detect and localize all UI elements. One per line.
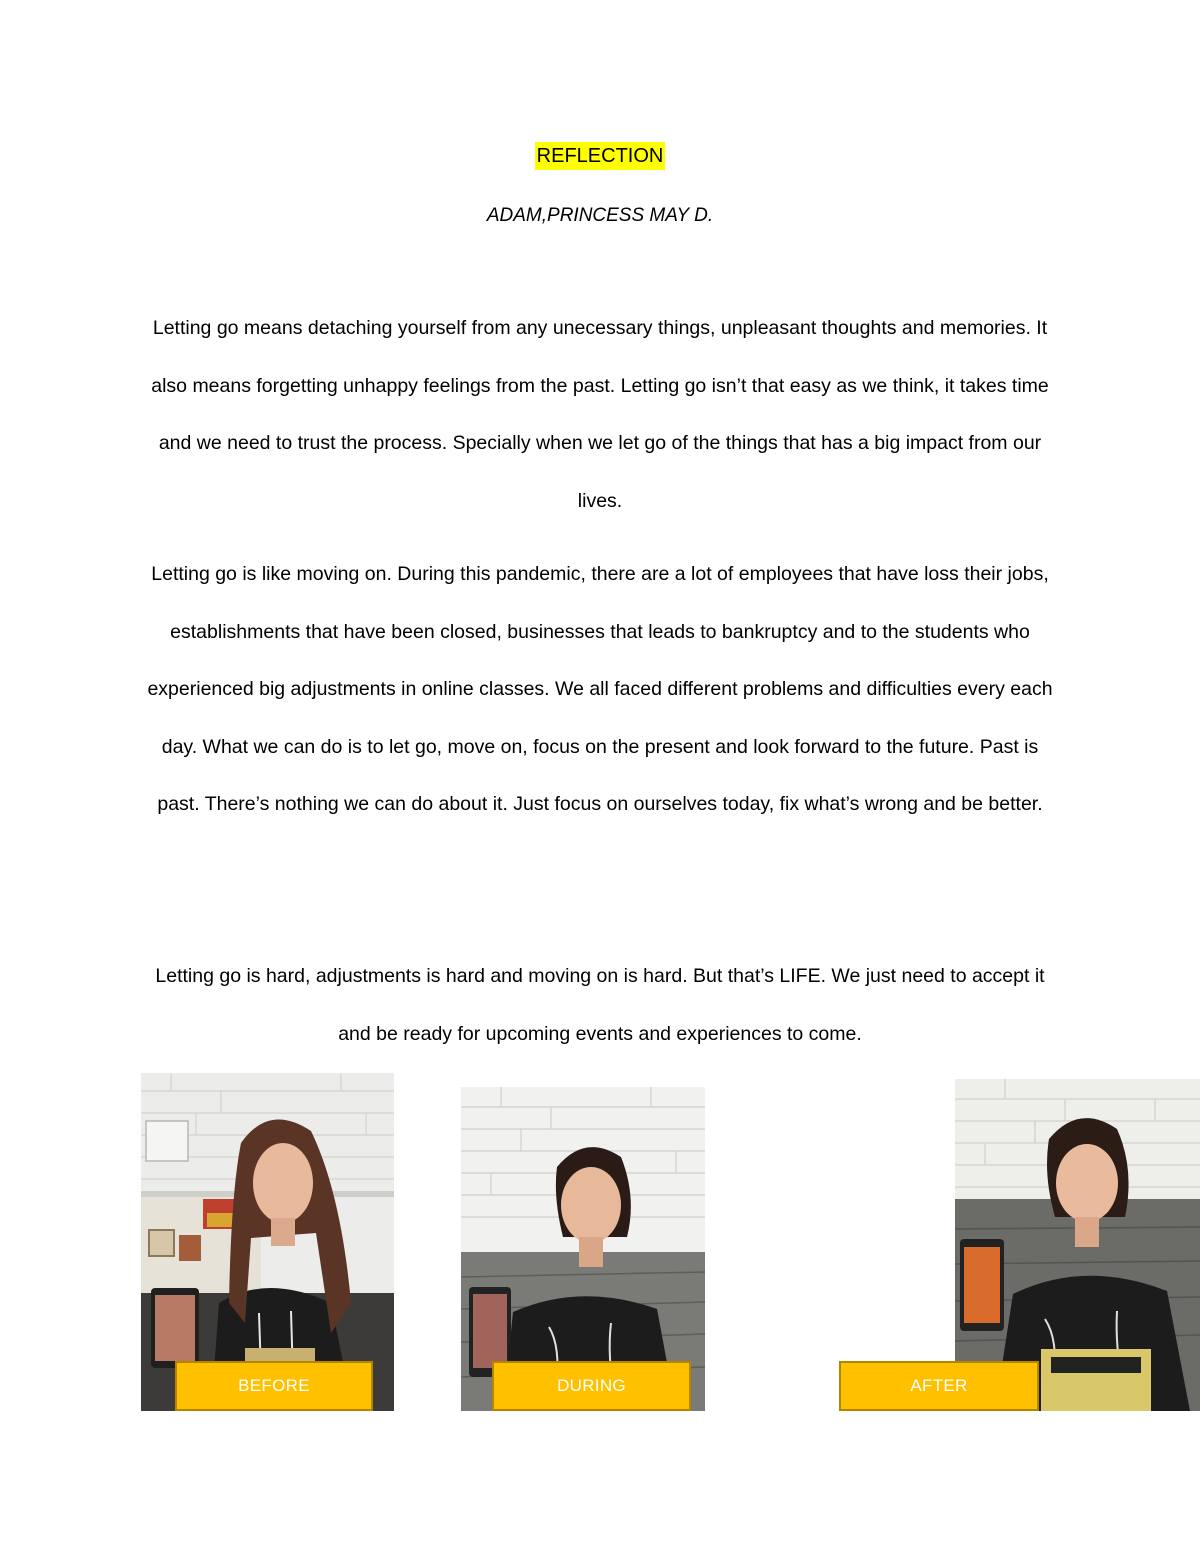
author-name: ADAM,PRINCESS MAY D. bbox=[486, 205, 714, 226]
paragraph-3: Letting go is hard, adjustments is hard and moving on is hard. But that’s LIFE. We just need to accept it and be ready for upcoming events and experiences to come. bbox=[155, 965, 1045, 1045]
paragraph-1: Letting go means detaching yourself from any unecessary things, unpleasant thoughts and memories. It also means forgetting unhappy feelings from the past. Letting go isn’t that easy as we think, it takes time and we need to trust the process. Specially when we let go of the things that has a big impact from our lives. bbox=[151, 317, 1049, 512]
paragraph-2: Letting go is like moving on. During this pandemic, there are a lot of employees that have loss their jobs, establishments that have been closed, businesses that leads to bankruptcy and to the students who experienced big adjustments in online classes. We all faced different problems and difficulties every each day. What we can do is to let go, move on, focus on the present and look forward to the future. Past is past. There’s nothing we can do about it. Just focus on ourselves today, fix what’s wrong and be better. bbox=[147, 563, 1053, 815]
label-after: AFTER bbox=[839, 1361, 1039, 1411]
label-before: BEFORE bbox=[175, 1361, 373, 1411]
document-title: REFLECTION bbox=[535, 142, 666, 170]
title-row bbox=[0, 142, 1200, 170]
label-during: DURING bbox=[492, 1361, 691, 1411]
